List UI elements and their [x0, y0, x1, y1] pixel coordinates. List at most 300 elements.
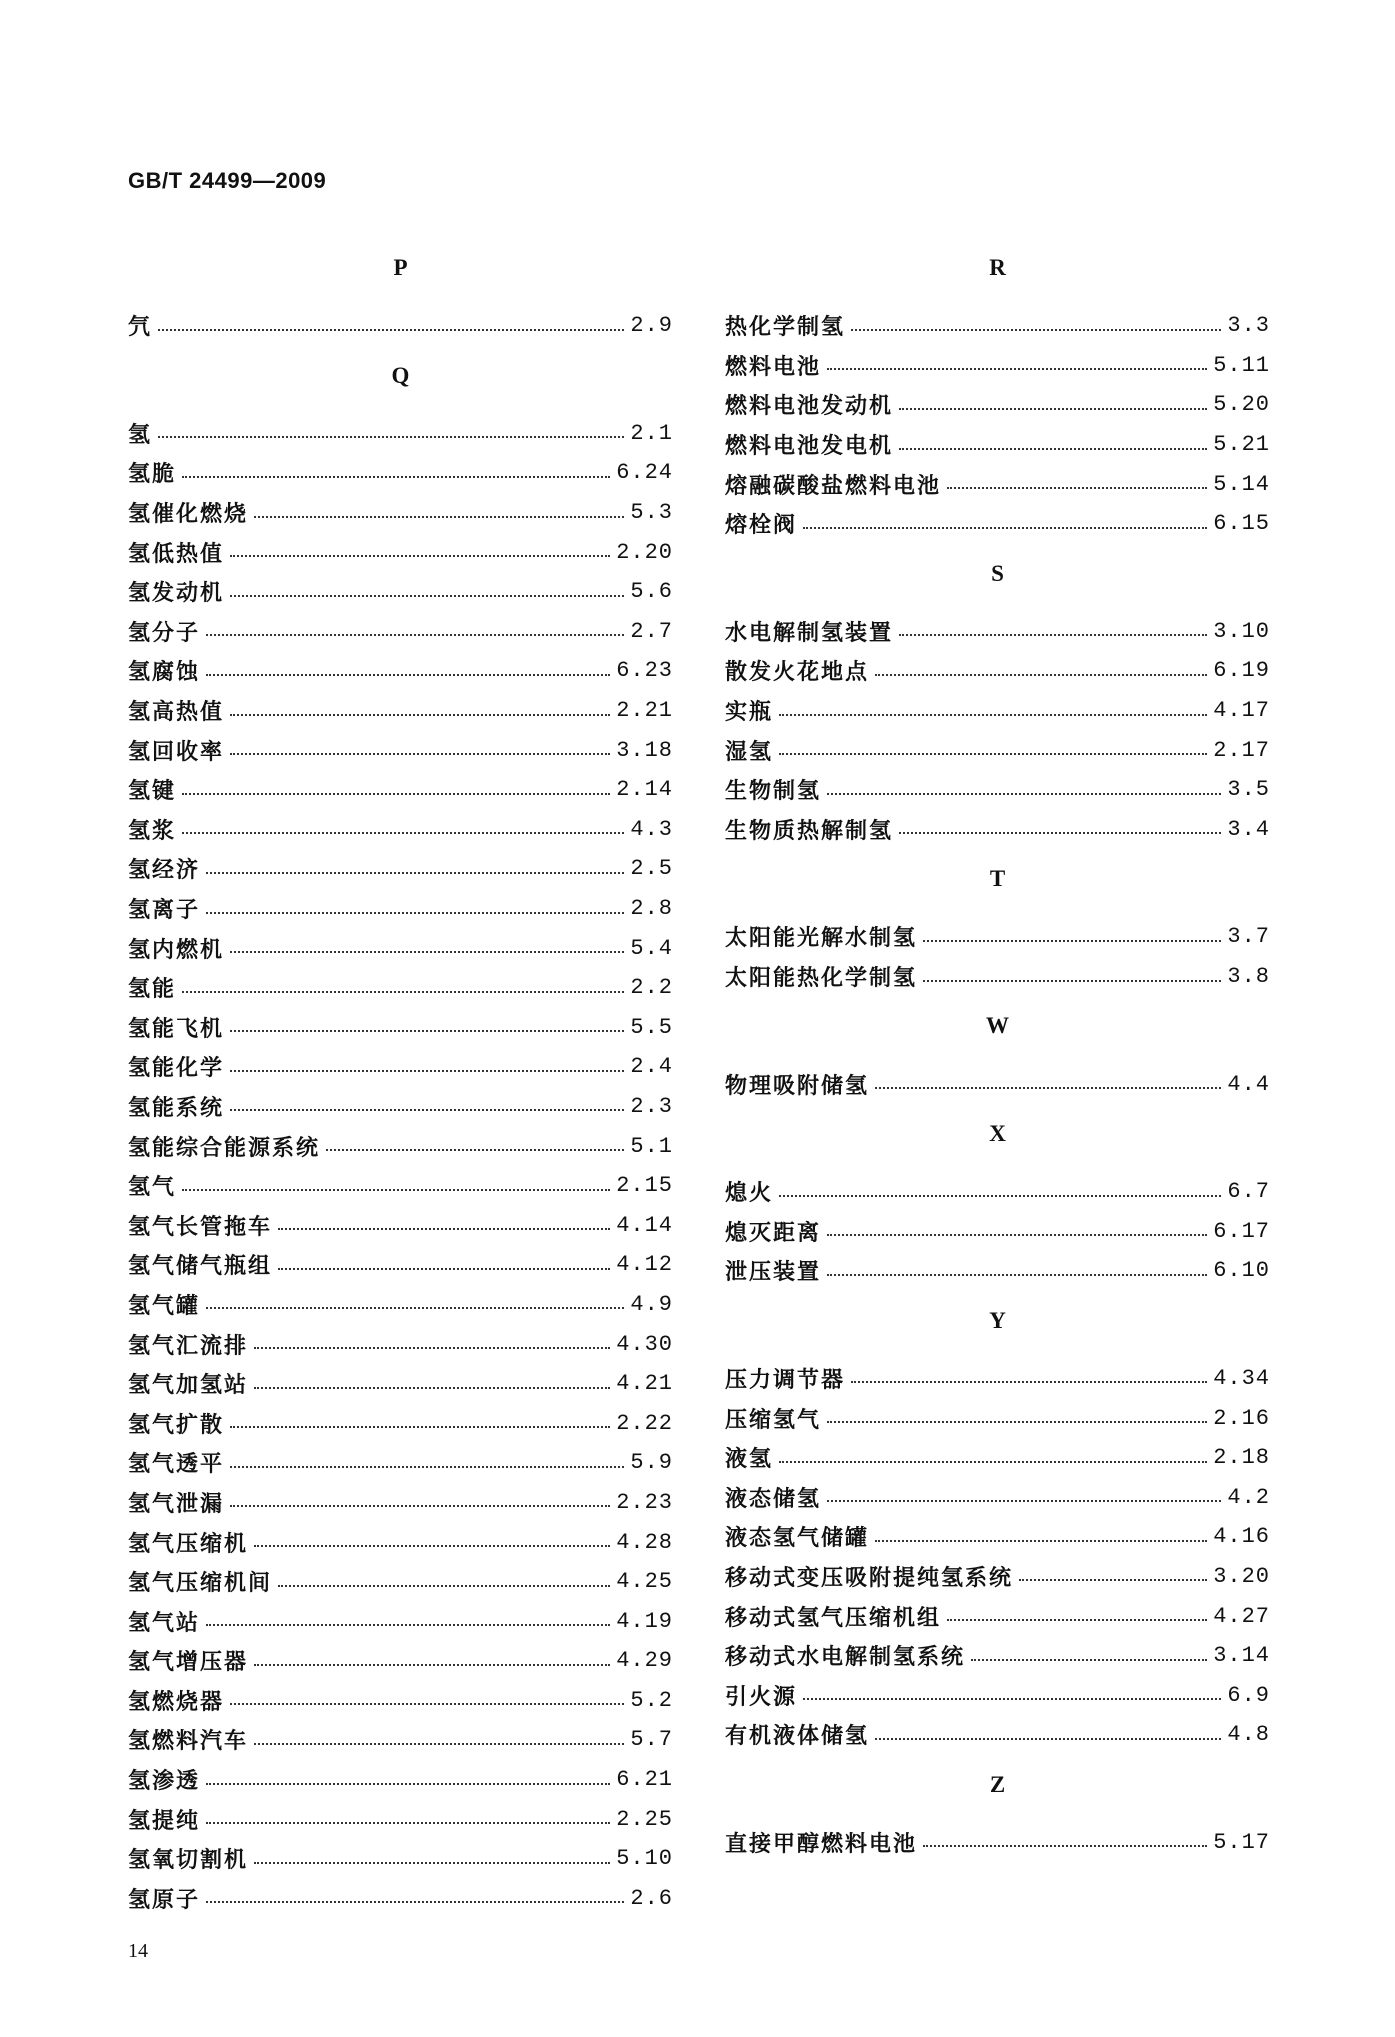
index-entry — [128, 1285, 673, 1325]
dot-leader — [206, 912, 624, 914]
entry-term: 氢原子 — [128, 1887, 201, 1913]
dot-leader — [230, 1030, 624, 1032]
index-entry — [725, 1251, 1270, 1291]
dot-leader — [182, 793, 610, 795]
entry-term: 液态储氢 — [725, 1486, 822, 1512]
index-entry — [128, 1324, 673, 1364]
dot-leader — [158, 329, 624, 331]
entry-term: 氢气长管拖车 — [128, 1214, 273, 1240]
entry-clause-number: 2.3 — [630, 1093, 673, 1119]
entry-term: 移动式氢气压缩机组 — [725, 1605, 942, 1631]
dot-leader — [182, 991, 624, 993]
entry-term: 热化学制氢 — [725, 315, 846, 341]
index-entry — [725, 1557, 1270, 1597]
dot-leader — [206, 1822, 610, 1824]
entry-term: 氢高热值 — [128, 700, 225, 726]
entry-clause-number: 4.28 — [616, 1529, 673, 1555]
entry-term: 氢气透平 — [128, 1452, 225, 1478]
section-letter: P — [393, 255, 408, 280]
entry-term: 氕 — [128, 315, 153, 341]
entry-clause-number: 4.12 — [616, 1252, 673, 1278]
entry-list — [128, 306, 673, 346]
entry-term: 液态氢气储罐 — [725, 1526, 870, 1552]
section-letter: R — [989, 255, 1006, 280]
entry-clause-number: 2.20 — [616, 539, 673, 565]
entry-term: 氢键 — [128, 779, 177, 805]
index-entry — [128, 1443, 673, 1483]
entry-clause-number: 5.5 — [630, 1014, 673, 1040]
index-entry — [128, 453, 673, 493]
index-entry — [725, 385, 1270, 425]
index-entry — [128, 572, 673, 612]
entry-term: 移动式变压吸附提纯氢系统 — [725, 1565, 1014, 1591]
entry-clause-number: 6.19 — [1213, 658, 1270, 684]
dot-leader — [254, 1387, 610, 1389]
dot-leader — [827, 1234, 1207, 1236]
entry-clause-number: 2.4 — [630, 1054, 673, 1080]
index-section — [725, 1765, 1270, 1863]
dot-leader — [158, 436, 624, 438]
entry-term: 氢气扩散 — [128, 1412, 225, 1438]
entry-term: 氢 — [128, 422, 153, 448]
index-entry — [128, 651, 673, 691]
entry-term: 氢气压缩机间 — [128, 1571, 273, 1597]
entry-term: 移动式水电解制氢系统 — [725, 1645, 966, 1671]
entry-term: 氢渗透 — [128, 1769, 201, 1795]
dot-leader — [206, 1624, 610, 1626]
dot-leader — [230, 1703, 624, 1705]
index-entry — [128, 1522, 673, 1562]
index-entry — [725, 306, 1270, 346]
index-entry — [725, 346, 1270, 386]
dot-leader — [182, 832, 624, 834]
dot-leader — [206, 674, 610, 676]
entry-clause-number: 3.10 — [1213, 618, 1270, 644]
index-entry — [128, 1760, 673, 1800]
entry-clause-number: 4.29 — [616, 1648, 673, 1674]
entry-term: 氢气罐 — [128, 1293, 201, 1319]
entry-clause-number: 4.17 — [1213, 698, 1270, 724]
entry-term: 氢氧切割机 — [128, 1848, 249, 1874]
entry-term: 氢分子 — [128, 620, 201, 646]
entry-clause-number: 5.3 — [630, 500, 673, 526]
index-column-left — [128, 248, 673, 1918]
entry-clause-number: 5.17 — [1213, 1829, 1270, 1855]
entry-clause-number: 5.21 — [1213, 432, 1270, 458]
index-entry — [128, 1403, 673, 1443]
dot-leader — [947, 1619, 1207, 1621]
dot-leader — [923, 1845, 1207, 1847]
dot-leader — [206, 1307, 624, 1309]
entry-clause-number: 3.8 — [1227, 964, 1270, 990]
index-entry — [725, 1477, 1270, 1517]
dot-leader — [827, 368, 1207, 370]
index-entry — [725, 1064, 1270, 1104]
entry-term: 水电解制氢装置 — [725, 620, 894, 646]
dot-leader — [875, 1087, 1221, 1089]
section-letter: S — [991, 560, 1004, 586]
entry-clause-number: 3.3 — [1227, 313, 1270, 339]
dot-leader — [899, 634, 1207, 636]
dot-leader — [254, 1862, 610, 1864]
index-entry — [128, 532, 673, 572]
section-letter: Q — [391, 362, 410, 388]
entry-term: 氢气储气瓶组 — [128, 1254, 273, 1280]
entry-term: 太阳能光解水制氢 — [725, 926, 918, 952]
index-entry — [128, 1839, 673, 1879]
dot-leader — [254, 1664, 610, 1666]
entry-clause-number: 2.21 — [616, 698, 673, 724]
index-section — [128, 356, 673, 1919]
entry-list — [725, 1064, 1270, 1104]
index-entry — [128, 1720, 673, 1760]
entry-term: 氢气加氢站 — [128, 1373, 249, 1399]
entry-term: 氢浆 — [128, 818, 177, 844]
entry-clause-number: 5.9 — [630, 1450, 673, 1476]
index-entry — [725, 1172, 1270, 1212]
entry-list — [725, 917, 1270, 996]
dot-leader — [206, 634, 624, 636]
index-entry — [725, 810, 1270, 850]
index-entry — [725, 1359, 1270, 1399]
index-entry — [128, 1126, 673, 1166]
index-entry — [725, 957, 1270, 997]
entry-clause-number: 3.18 — [616, 737, 673, 763]
entry-clause-number: 2.14 — [616, 777, 673, 803]
index-entry — [128, 730, 673, 770]
entry-clause-number: 2.22 — [616, 1410, 673, 1436]
dot-leader — [206, 1901, 624, 1903]
index-entry — [128, 1799, 673, 1839]
index-entry — [128, 928, 673, 968]
entry-list — [725, 612, 1270, 850]
index-entry — [725, 1517, 1270, 1557]
index-entry — [128, 1681, 673, 1721]
dot-leader — [230, 714, 610, 716]
entry-clause-number: 6.15 — [1213, 511, 1270, 537]
dot-leader — [254, 516, 624, 518]
dot-leader — [230, 753, 610, 755]
entry-clause-number: 4.19 — [616, 1608, 673, 1634]
dot-leader — [779, 714, 1207, 716]
dot-leader — [1019, 1579, 1207, 1581]
entry-clause-number: 4.21 — [616, 1371, 673, 1397]
entry-clause-number: 6.24 — [616, 460, 673, 486]
entry-clause-number: 6.10 — [1213, 1258, 1270, 1284]
index-entry — [128, 1562, 673, 1602]
entry-clause-number: 5.4 — [630, 935, 673, 961]
entry-term: 氢低热值 — [128, 541, 225, 567]
index-entry — [725, 1636, 1270, 1676]
entry-term: 氢回收率 — [128, 739, 225, 765]
index-entry — [725, 612, 1270, 652]
entry-term: 氢能综合能源系统 — [128, 1135, 321, 1161]
entry-clause-number: 4.3 — [630, 816, 673, 842]
entry-term: 熔栓阀 — [725, 513, 798, 539]
entry-clause-number: 2.8 — [630, 896, 673, 922]
section-letter: T — [989, 866, 1006, 892]
dot-leader — [947, 487, 1207, 489]
index-section — [725, 1301, 1270, 1755]
entry-term: 氢气增压器 — [128, 1650, 249, 1676]
entry-clause-number: 4.30 — [616, 1331, 673, 1357]
index-entry — [128, 770, 673, 810]
dot-leader — [923, 980, 1221, 982]
index-section — [128, 248, 673, 346]
index-entry — [128, 1601, 673, 1641]
dot-leader — [971, 1659, 1207, 1661]
dot-leader — [278, 1585, 610, 1587]
dot-leader — [803, 1698, 1221, 1700]
dot-leader — [254, 1743, 624, 1745]
index-entry — [725, 917, 1270, 957]
entry-clause-number: 6.9 — [1227, 1682, 1270, 1708]
index-entry — [128, 1047, 673, 1087]
entry-term: 氢能飞机 — [128, 1016, 225, 1042]
dot-leader — [182, 476, 610, 478]
index-entry — [725, 1596, 1270, 1636]
entry-term: 氢提纯 — [128, 1808, 201, 1834]
entry-term: 氢经济 — [128, 858, 201, 884]
entry-term: 氢气汇流排 — [128, 1333, 249, 1359]
entry-clause-number: 3.4 — [1227, 816, 1270, 842]
dot-leader — [278, 1268, 610, 1270]
index-entry — [725, 1212, 1270, 1252]
dot-leader — [230, 595, 624, 597]
index-entry — [725, 1438, 1270, 1478]
index-entry — [725, 425, 1270, 465]
dot-leader — [827, 1274, 1207, 1276]
entry-clause-number: 5.1 — [630, 1133, 673, 1159]
index-entry — [128, 691, 673, 731]
dot-leader — [923, 940, 1221, 942]
entry-term: 生物制氢 — [725, 779, 822, 805]
dot-leader — [326, 1149, 624, 1151]
entry-clause-number: 5.20 — [1213, 392, 1270, 418]
index-entry — [128, 968, 673, 1008]
entry-clause-number: 6.23 — [616, 658, 673, 684]
entry-clause-number: 2.6 — [630, 1885, 673, 1911]
entry-clause-number: 4.4 — [1227, 1071, 1270, 1097]
page-number: 14 — [128, 1940, 148, 1962]
entry-clause-number: 2.2 — [630, 975, 673, 1001]
dot-leader — [899, 448, 1207, 450]
entry-term: 压力调节器 — [725, 1367, 846, 1393]
index-section — [725, 1114, 1270, 1291]
index-entry — [128, 1641, 673, 1681]
entry-term: 氢燃料汽车 — [128, 1729, 249, 1755]
entry-term: 生物质热解制氢 — [725, 818, 894, 844]
index-entry — [725, 1675, 1270, 1715]
entry-clause-number: 2.5 — [630, 856, 673, 882]
entry-term: 氢脆 — [128, 462, 177, 488]
entry-clause-number: 6.17 — [1213, 1218, 1270, 1244]
entry-term: 氢能化学 — [128, 1056, 225, 1082]
entry-clause-number: 2.7 — [630, 618, 673, 644]
index-entry — [128, 1087, 673, 1127]
dot-leader — [230, 1466, 624, 1468]
dot-leader — [803, 527, 1207, 529]
dot-leader — [827, 1500, 1221, 1502]
index-section — [725, 859, 1270, 996]
dot-leader — [875, 674, 1207, 676]
index-entry — [128, 1245, 673, 1285]
entry-term: 压缩氢气 — [725, 1407, 822, 1433]
dot-leader — [254, 1347, 610, 1349]
entry-clause-number: 4.2 — [1227, 1484, 1270, 1510]
dot-leader — [851, 329, 1221, 331]
entry-list — [725, 1172, 1270, 1291]
index-entry — [128, 1879, 673, 1919]
entry-list — [725, 1359, 1270, 1755]
index-column-right — [725, 248, 1270, 1862]
entry-clause-number: 2.15 — [616, 1173, 673, 1199]
index-section — [725, 1006, 1270, 1104]
dot-leader — [182, 1189, 610, 1191]
section-letter: Y — [989, 1307, 1006, 1333]
dot-leader — [827, 1421, 1207, 1423]
dot-leader — [230, 951, 624, 953]
index-entry — [128, 493, 673, 533]
entry-term: 燃料电池发电机 — [725, 434, 894, 460]
entry-clause-number: 2.25 — [616, 1806, 673, 1832]
dot-leader — [230, 1070, 624, 1072]
index-entry — [725, 1715, 1270, 1755]
index-section — [725, 554, 1270, 850]
dot-leader — [230, 1505, 610, 1507]
entry-term: 氢腐蚀 — [128, 660, 201, 686]
dot-leader — [779, 1195, 1221, 1197]
index-entry — [725, 651, 1270, 691]
section-letter: W — [986, 1013, 1009, 1039]
dot-leader — [779, 1461, 1207, 1463]
entry-term: 氢燃烧器 — [128, 1689, 225, 1715]
index-entry — [725, 691, 1270, 731]
entry-term: 氢气泄漏 — [128, 1491, 225, 1517]
dot-leader — [230, 1109, 624, 1111]
entry-term: 引火源 — [725, 1684, 798, 1710]
entry-clause-number: 2.23 — [616, 1489, 673, 1515]
entry-term: 熄灭距离 — [725, 1220, 822, 1246]
entry-term: 氢内燃机 — [128, 937, 225, 963]
index-entry — [128, 1483, 673, 1523]
dot-leader — [851, 1381, 1207, 1383]
entry-term: 实瓶 — [725, 700, 774, 726]
index-entry — [128, 1364, 673, 1404]
index-entry — [128, 1166, 673, 1206]
entry-clause-number: 4.34 — [1213, 1365, 1270, 1391]
index-entry — [128, 849, 673, 889]
dot-leader — [254, 1545, 610, 1547]
dot-leader — [206, 872, 624, 874]
entry-term: 太阳能热化学制氢 — [725, 966, 918, 992]
dot-leader — [779, 753, 1207, 755]
index-entry — [725, 1823, 1270, 1863]
entry-clause-number: 5.7 — [630, 1727, 673, 1753]
index-entry — [128, 1205, 673, 1245]
entry-clause-number: 2.17 — [1213, 737, 1270, 763]
entry-term: 有机液体储氢 — [725, 1724, 870, 1750]
entry-clause-number: 4.8 — [1227, 1722, 1270, 1748]
entry-term: 散发火花地点 — [725, 660, 870, 686]
entry-clause-number: 4.27 — [1213, 1603, 1270, 1629]
entry-clause-number: 3.7 — [1227, 924, 1270, 950]
entry-clause-number: 3.20 — [1213, 1563, 1270, 1589]
entry-clause-number: 4.14 — [616, 1212, 673, 1238]
entry-clause-number: 2.1 — [630, 420, 673, 446]
index-entry — [128, 306, 673, 346]
dot-leader — [206, 1783, 610, 1785]
entry-clause-number: 3.5 — [1227, 777, 1270, 803]
entry-clause-number: 6.7 — [1227, 1179, 1270, 1205]
entry-term: 氢发动机 — [128, 581, 225, 607]
entry-term: 氢气站 — [128, 1610, 201, 1636]
entry-term: 泄压装置 — [725, 1260, 822, 1286]
index-entry — [725, 504, 1270, 544]
dot-leader — [875, 1738, 1221, 1740]
index-entry — [725, 730, 1270, 770]
entry-term: 氢能系统 — [128, 1095, 225, 1121]
index-entry — [725, 770, 1270, 810]
index-entry — [725, 464, 1270, 504]
index-entry — [128, 414, 673, 454]
index-section — [725, 248, 1270, 544]
dot-leader — [230, 555, 610, 557]
entry-clause-number: 2.16 — [1213, 1405, 1270, 1431]
entry-clause-number: 5.2 — [630, 1687, 673, 1713]
entry-list — [725, 306, 1270, 544]
entry-term: 熔融碳酸盐燃料电池 — [725, 473, 942, 499]
entry-clause-number: 2.18 — [1213, 1445, 1270, 1471]
entry-term: 熄火 — [725, 1181, 774, 1207]
entry-clause-number: 6.21 — [616, 1767, 673, 1793]
dot-leader — [899, 408, 1207, 410]
dot-leader — [230, 1426, 610, 1428]
entry-term: 物理吸附储氢 — [725, 1073, 870, 1099]
entry-clause-number: 3.14 — [1213, 1643, 1270, 1669]
entry-clause-number: 4.9 — [630, 1291, 673, 1317]
entry-term: 氢催化燃烧 — [128, 502, 249, 528]
entry-term: 氢气压缩机 — [128, 1531, 249, 1557]
entry-clause-number: 5.10 — [616, 1846, 673, 1872]
index-entry — [725, 1398, 1270, 1438]
entry-term: 氢气 — [128, 1175, 177, 1201]
section-letter: Z — [989, 1771, 1006, 1797]
entry-term: 湿氢 — [725, 739, 774, 765]
entry-term: 直接甲醇燃料电池 — [725, 1831, 918, 1857]
index-entry — [128, 810, 673, 850]
dot-leader — [827, 793, 1221, 795]
entry-clause-number: 5.14 — [1213, 471, 1270, 497]
index-entry — [128, 889, 673, 929]
entry-clause-number: 2.9 — [630, 313, 673, 339]
dot-leader — [875, 1540, 1207, 1542]
entry-term: 液氢 — [725, 1447, 774, 1473]
dot-leader — [899, 832, 1221, 834]
index-entry — [128, 1008, 673, 1048]
entry-list — [128, 414, 673, 1919]
section-letter: X — [989, 1120, 1006, 1146]
entry-clause-number: 5.11 — [1213, 352, 1270, 378]
entry-term: 氢能 — [128, 977, 177, 1003]
entry-term: 燃料电池 — [725, 354, 822, 380]
entry-clause-number: 5.6 — [630, 579, 673, 605]
standard-number: GB/T 24499—2009 — [128, 168, 327, 193]
entry-term: 燃料电池发动机 — [725, 394, 894, 420]
entry-clause-number: 4.16 — [1213, 1524, 1270, 1550]
entry-term: 氢离子 — [128, 898, 201, 924]
entry-list — [725, 1823, 1270, 1863]
